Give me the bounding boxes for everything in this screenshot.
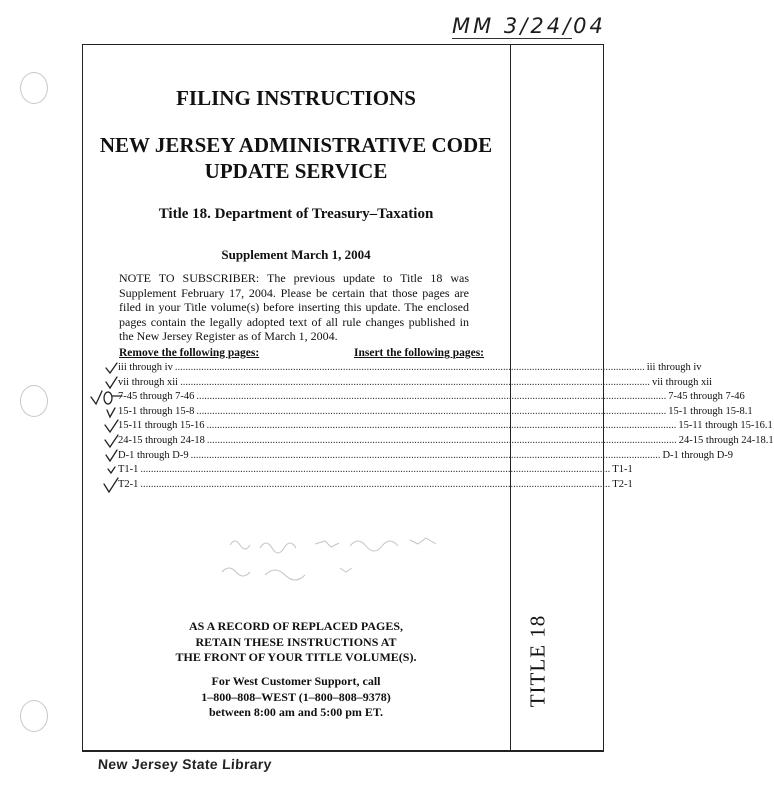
- record-line: AS A RECORD OF REPLACED PAGES,: [188, 619, 404, 633]
- dot-leader: ...................................................................................................................................................................................: [140, 478, 611, 490]
- list-item: [118, 420, 773, 435]
- supplement-date: Supplement March 1, 2004: [221, 247, 371, 262]
- dot-leader: ...................................................................................................................................................................................: [180, 376, 650, 388]
- support-line: For West Customer Support, call: [211, 674, 381, 688]
- remove-pages: T1-1: [118, 464, 139, 476]
- dot-leader: ...................................................................................................................................................................................: [196, 391, 667, 403]
- subscriber-note: NOTE TO SUBSCRIBER: The previous update to Title 18 was Supplement February 17, 2004. Please be certain that those pages are filed in your Title volume(s) before inserting this update. The enclosed pages contain the legally adopted text of all rule changes published in the New Jersey Register as of March 1, 2004.: [119, 271, 469, 344]
- customer-support: [82, 674, 510, 721]
- support-phone: 1–800–808–WEST (1–800–808–9378): [201, 689, 391, 704]
- record-line: RETAIN THESE INSTRUCTIONS AT: [195, 634, 397, 649]
- insert-pages: 15-11 through 15-16.1: [678, 420, 773, 432]
- list-item: [118, 434, 774, 450]
- handwritten-note: MM 3/24/04: [452, 14, 606, 38]
- list-item: [118, 362, 702, 377]
- side-label: TITLE 18: [525, 614, 550, 708]
- insert-pages: vii through xii: [651, 376, 713, 388]
- subtitle: [82, 132, 510, 184]
- punch-hole-middle: [20, 385, 48, 417]
- remove-pages: T2-1: [118, 478, 139, 490]
- pencil-scribble-icon: [220, 530, 450, 585]
- remove-header: Remove the following pages:: [119, 347, 260, 359]
- list-item: [118, 391, 745, 406]
- dot-leader: ...................................................................................................................................................................................: [206, 434, 677, 446]
- insert-header: Insert the following pages:: [354, 347, 485, 359]
- record-line: THE FRONT OF YOUR TITLE VOLUME(S).: [175, 650, 417, 664]
- page-title: FILING INSTRUCTIONS: [176, 86, 416, 110]
- dot-leader: ...................................................................................................................................................................................: [206, 420, 677, 432]
- checkmarks-icon: [88, 360, 122, 500]
- library-stamp: New Jersey State Library: [97, 756, 273, 772]
- list-item: [118, 376, 713, 392]
- insert-pages: 24-15 through 24-18.1: [678, 434, 774, 446]
- insert-pages: 7-45 through 7-46: [668, 391, 745, 403]
- remove-pages: 15-11 through 15-16: [118, 420, 205, 432]
- insert-pages: D-1 through D-9: [662, 449, 734, 461]
- record-instructions: [82, 619, 510, 666]
- punch-hole-bottom: [20, 700, 48, 732]
- insert-pages: iii through iv: [646, 362, 702, 373]
- punch-hole-top: [20, 72, 48, 104]
- title-section: Title 18. Department of Treasury–Taxation: [158, 206, 434, 222]
- list-item: [118, 464, 633, 479]
- dot-leader: ...................................................................................................................................................................................: [196, 405, 667, 417]
- dot-leader: ...................................................................................................................................................................................: [140, 464, 611, 476]
- dot-leader: ...................................................................................................................................................................................: [190, 449, 661, 461]
- remove-pages: vii through xii: [118, 376, 179, 388]
- insert-pages: T2-1: [612, 478, 633, 490]
- list-item: [118, 405, 753, 421]
- remove-pages: 24-15 through 24-18: [118, 434, 205, 446]
- remove-pages: 7-45 through 7-46: [118, 391, 195, 403]
- remove-pages: 15-1 through 15-8: [118, 405, 195, 417]
- list-item: [118, 449, 734, 465]
- support-hours: between 8:00 am and 5:00 pm ET.: [208, 705, 384, 719]
- remove-pages: iii through iv: [118, 362, 173, 373]
- remove-pages: D-1 through D-9: [118, 449, 189, 461]
- insert-pages: T1-1: [612, 464, 633, 476]
- subtitle-line: NEW JERSEY ADMINISTRATIVE CODE: [99, 133, 493, 157]
- list-item: [118, 478, 633, 494]
- page-list: [118, 362, 774, 493]
- dot-leader: ...................................................................................................................................................................................: [174, 362, 645, 373]
- insert-pages: 15-1 through 15-8.1: [668, 405, 753, 417]
- handwritten-underline: [452, 38, 572, 39]
- subtitle-line: UPDATE SERVICE: [204, 159, 388, 183]
